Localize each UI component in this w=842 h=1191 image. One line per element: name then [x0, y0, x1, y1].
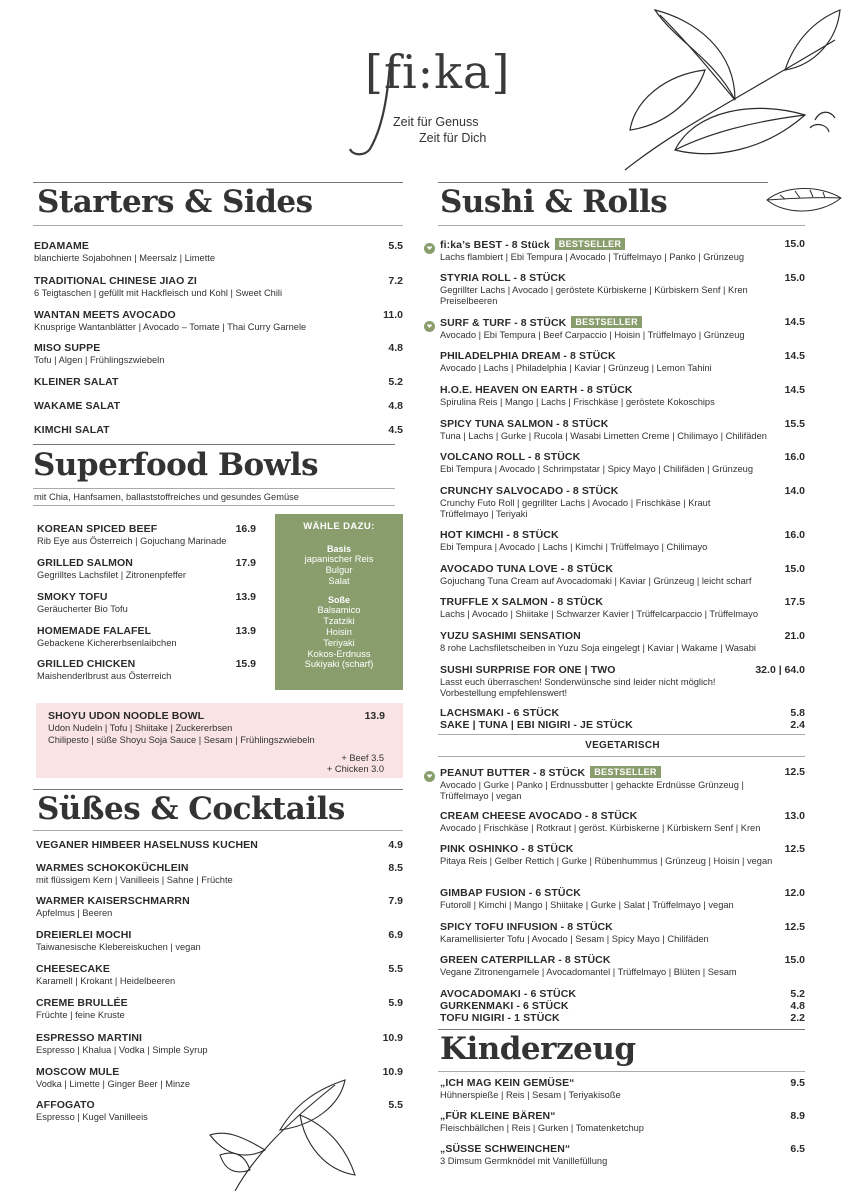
item-description: Ebi Tempura | Avocado | Lachs | Kimchi | Trüffelmayo | Chilimayo: [440, 542, 708, 552]
menu-item-styria-roll: [440, 272, 785, 307]
item-name: VEGANER HIMBEER HASELNUSS KUCHEN: [36, 839, 258, 851]
bowls-title: Superfood Bowls: [33, 447, 319, 483]
item-description: Avocado | Lachs | Philadelphia | Kaviar | Grünzeug | Lemon Tahini: [440, 363, 712, 373]
menu-item-tofu-nigiri: [440, 1012, 560, 1024]
menu-item-nigiri: [440, 719, 633, 731]
item-name: SMOKY TOFU: [37, 591, 108, 603]
item-price: 17.9: [235, 557, 256, 569]
menu-item-grilled-salmon: [37, 557, 186, 581]
item-name: TRADITIONAL CHINESE JIAO ZI: [34, 275, 197, 287]
item-name: SPICY TOFU INFUSION - 8 STÜCK: [440, 921, 613, 933]
menu-item-heaven-on-earth: [440, 384, 715, 408]
menu-item-avocado-tuna-love: [440, 563, 751, 587]
menu-item-hot-kimchi: [440, 529, 707, 553]
menu-item-truffle-salmon: [440, 596, 758, 620]
sauce-option: Teriyaki: [323, 637, 355, 648]
section-divider: [438, 1071, 805, 1072]
item-price: 14.5: [784, 384, 805, 396]
item-name: SUSHI SURPRISE FOR ONE | TWO: [440, 664, 616, 676]
item-name: KIMCHI SALAT: [34, 424, 110, 436]
item-price: 13.0: [784, 810, 805, 822]
item-name: KLEINER SALAT: [34, 376, 119, 388]
item-price: 14.0: [784, 485, 805, 497]
menu-item-grilled-chicken: [37, 658, 171, 682]
item-name: ESPRESSO MARTINI: [36, 1032, 143, 1044]
item-price: 8.9: [790, 1110, 805, 1122]
item-price: 4.8: [388, 400, 403, 412]
item-price: 2.2: [790, 1012, 805, 1024]
menu-item-surf-turf: [440, 316, 780, 341]
item-description: Lasst euch überraschen! Sonderwünsche sind leider nicht möglich! Vorbestellung empfehlenswert!: [440, 677, 716, 698]
menu-item-gimbap-fusion: [440, 887, 734, 911]
section-divider: [33, 505, 395, 506]
item-price: 4.5: [388, 424, 403, 436]
item-name: „SÜSSE SCHWEINCHEN“: [440, 1143, 571, 1155]
item-price: 6.5: [790, 1143, 805, 1155]
menu-item-lachsmaki: [440, 707, 559, 719]
item-description: Avocado | Ebi Tempura | Beef Carpaccio | Hoisin | Trüffelmayo | Grünzeug: [440, 330, 745, 340]
item-name: AVOCADOMAKI - 6 STÜCK: [440, 988, 577, 1000]
item-name: WANTAN MEETS AVOCADO: [34, 309, 176, 321]
item-name: AVOCADO TUNA LOVE - 8 STÜCK: [440, 563, 614, 575]
item-description: Chilipesto | süße Shoyu Soja Sauce | Sesam | Frühlingszwiebeln: [48, 735, 315, 745]
item-name: MISO SUPPE: [34, 342, 101, 354]
item-name: CREAM CHEESE AVOCADO - 8 STÜCK: [440, 810, 638, 822]
item-name: TOFU NIGIRI - 1 STÜCK: [440, 1012, 560, 1024]
section-divider: [438, 182, 768, 183]
item-name: YUZU SASHIMI SENSATION: [440, 630, 581, 642]
item-description: Geräucherter Bio Tofu: [37, 604, 128, 614]
item-description: Espresso | Khalua | Vodka | Simple Syrup: [36, 1045, 208, 1055]
item-name: SPICY TUNA SALMON - 8 STÜCK: [440, 418, 609, 430]
item-price: 6.9: [388, 929, 403, 941]
menu-item-moscow-mule: [36, 1066, 190, 1090]
item-description: Taiwanesische Klebereiskuchen | vegan: [36, 942, 201, 952]
item-description: Ebi Tempura | Avocado | Schrimpstatar | Spicy Mayo | Chilifäden | Grünzeug: [440, 464, 753, 474]
item-name: STYRIA ROLL - 8 STÜCK: [440, 272, 566, 284]
item-description: Vodka | Limette | Ginger Beer | Minze: [36, 1079, 191, 1089]
item-description: Espresso | Kugel Vanilleeis: [36, 1112, 148, 1122]
item-name: WAKAME SALAT: [34, 400, 121, 412]
item-description: Tuna | Lachs | Gurke | Rucola | Wasabi Limetten Creme | Chilimayo | Chilifäden: [440, 431, 767, 441]
item-description: 3 Dimsum Germknödel mit Vanillefüllung: [440, 1156, 608, 1166]
bestseller-badge: BESTSELLER: [555, 238, 626, 250]
vegetarian-label: VEGETARISCH: [585, 740, 660, 751]
section-divider: [33, 225, 403, 226]
item-price: 5.8: [790, 707, 805, 719]
menu-item-suesse-schweinchen: [440, 1143, 607, 1167]
item-name: AFFOGATO: [36, 1099, 95, 1111]
item-price: 16.0: [784, 451, 805, 463]
section-divider: [33, 789, 403, 790]
item-name: LACHSMAKI - 6 STÜCK: [440, 707, 560, 719]
menu-item-udon: [48, 710, 315, 746]
sauce-option: Hoisin: [326, 626, 352, 637]
menu-item-kleiner-salat: [34, 376, 119, 388]
item-description: Fleischbällchen | Reis | Gurken | Tomatenketchup: [440, 1123, 644, 1133]
menu-item-creme-brulee: [36, 997, 128, 1021]
menu-item-miso: [34, 342, 164, 366]
item-price: 4.9: [388, 839, 403, 851]
item-description: Apfelmus | Beeren: [36, 908, 113, 918]
item-name: WARMES SCHOKOKÜCHLEIN: [36, 862, 189, 874]
item-price: 16.0: [784, 529, 805, 541]
item-description: Gegrilltes Lachsfilet | Zitronenpfeffer: [37, 570, 186, 580]
item-name: GRILLED CHICKEN: [37, 658, 136, 670]
item-description: Hühnerspieße | Reis | Sesam | Teriyakisoße: [440, 1090, 621, 1100]
item-price: 12.5: [784, 921, 805, 933]
item-price: 15.0: [784, 272, 805, 284]
menu-item-peanut-butter: [440, 766, 765, 802]
item-name: PINK OSHINKO - 8 STÜCK: [440, 843, 574, 855]
item-description: blanchierte Sojabohnen | Meersalz | Limette: [34, 253, 216, 263]
menu-item-pink-oshinko: [440, 843, 785, 867]
item-name: KOREAN SPICED BEEF: [37, 523, 158, 535]
item-price: 11.0: [383, 309, 403, 321]
item-name: VOLCANO ROLL - 8 STÜCK: [440, 451, 581, 463]
item-name: CREME BRULLÉE: [36, 997, 128, 1009]
menu-item-volcano-roll: [440, 451, 753, 475]
menu-item-schokokuechlein: [36, 862, 233, 886]
menu-item-korean-beef: [37, 523, 226, 547]
item-name: CHEESECAKE: [36, 963, 110, 975]
logo-tagline-2: Zeit für Dich: [419, 131, 487, 145]
item-price: 13.9: [235, 591, 256, 603]
section-divider: [438, 756, 805, 757]
menu-item-philadelphia-dream: [440, 350, 712, 374]
item-description: 8 rohe Lachsfiletscheiben in Yuzu Soja eingelegt | Kaviar | Wakame | Wasabi: [440, 643, 756, 653]
item-price: 5.5: [388, 963, 403, 975]
choose-heading: WÄHLE DAZU:: [303, 521, 375, 532]
sauce-label: Soße: [327, 595, 350, 606]
menu-item-wantan: [34, 309, 306, 333]
bowls-intro: mit Chia, Hanfsamen, ballaststoffreiches und gesundes Gemüse: [34, 492, 299, 502]
menu-item-fikas-best: [440, 238, 780, 263]
menu-item-spicy-tofu: [440, 921, 709, 945]
item-price: 4.8: [790, 1000, 805, 1012]
item-price: 15.0: [784, 563, 805, 575]
item-description: Avocado | Frischkäse | Rotkraut | geröst. Kürbiskerne | Kürbiskern Senf | Kren: [440, 823, 761, 833]
item-price: 2.4: [790, 719, 805, 731]
item-name: SHOYU UDON NOODLE BOWL: [48, 710, 205, 722]
menu-item-sushi-surprise: [440, 664, 750, 699]
sauce-option: Kokos-Erdnuss: [307, 648, 371, 659]
favorite-heart-icon: [424, 243, 435, 254]
leaf-branch-illustration: [615, 0, 842, 200]
item-price: 5.2: [388, 376, 403, 388]
menu-item-gurkenmaki: [440, 1000, 569, 1012]
menu-item-cheesecake: [36, 963, 175, 987]
item-description: Rib Eye aus Österreich | Gojuchang Marinade: [37, 536, 227, 546]
item-description: Früchte | feine Kruste: [36, 1010, 125, 1020]
addon-chicken: + Chicken 3.0: [326, 764, 384, 774]
item-description: Pitaya Reis | Gelber Rettich | Gurke | Rübenhummus | Grünzeug | Hoisin | vegan: [440, 856, 773, 866]
item-name: GREEN CATERPILLAR - 8 STÜCK: [440, 954, 611, 966]
favorite-heart-icon: [424, 771, 435, 782]
menu-item-green-caterpillar: [440, 954, 737, 978]
item-description: Lachs | Avocado | Shiitake | Schwarzer Kavier | Trüffelcarpaccio | Trüffelmayo: [440, 609, 758, 619]
item-price: 8.5: [388, 862, 403, 874]
menu-item-crunchy-salvocado: [440, 485, 760, 520]
item-name: HOT KIMCHI - 8 STÜCK: [440, 529, 559, 541]
item-name: TRUFFLE X SALMON - 8 STÜCK: [440, 596, 604, 608]
item-description: Gegrillter Lachs | Avocado | geröstete Kürbiskerne | Kürbiskern Senf | Kren Preiselbeeren: [440, 285, 748, 306]
addon-beef: + Beef 3.5: [341, 753, 384, 763]
item-price: 16.9: [235, 523, 256, 535]
sweets-title: Süßes & Cocktails: [37, 791, 345, 827]
favorite-heart-icon: [424, 321, 435, 332]
item-price: 32.0 | 64.0: [755, 664, 805, 676]
leaf-branch-illustration-bottom: [205, 1075, 370, 1191]
item-price: 9.5: [790, 1077, 805, 1089]
item-price: 17.5: [784, 596, 805, 608]
menu-item-kimchi-salat: [34, 424, 110, 436]
section-divider: [33, 182, 403, 183]
item-price: 7.9: [388, 895, 403, 907]
item-description: Lachs flambiert | Ebi Tempura | Avocado | Trüffelmayo | Panko | Grünzeug: [440, 252, 745, 262]
item-description: Avocado | Gurke | Panko | Erdnussbutter | gehackte Erdnüsse Grünzeug | Trüffelmayo | vegan: [440, 780, 744, 801]
sauce-option: Balsamico: [317, 605, 361, 616]
item-description: Gojuchang Tuna Cream auf Avocadomaki | Kaviar | Grünzeug | leicht scharf: [440, 576, 752, 586]
item-price: 5.5: [388, 240, 403, 252]
basis-option: japanischer Reis: [304, 554, 374, 564]
menu-item-wakame: [34, 400, 120, 412]
item-name: H.O.E. HEAVEN ON EARTH - 8 STÜCK: [440, 384, 633, 396]
item-price: 15.0: [784, 954, 805, 966]
item-name: „FÜR KLEINE BÄREN“: [440, 1110, 556, 1122]
item-description: Knusprige Wantanblätter | Avocado – Tomate | Thai Curry Garnele: [34, 322, 307, 332]
item-name: fi:ka’s BEST - 8 Stück: [440, 239, 550, 251]
menu-item-cream-cheese-avocado: [440, 810, 760, 834]
item-name: HOMEMADE FALAFEL: [37, 625, 152, 637]
item-price: 13.9: [364, 710, 385, 722]
logo-tagline-1: Zeit für Genuss: [393, 115, 479, 129]
item-price: 10.9: [382, 1032, 403, 1044]
item-price: 10.9: [382, 1066, 403, 1078]
item-price: 15.0: [784, 238, 805, 250]
logo-brand-text: [fi:ka]: [365, 45, 511, 99]
menu-item-kaiserschmarrn: [36, 895, 190, 919]
item-name: EDAMAME: [34, 240, 89, 252]
menu-item-yuzu-sashimi: [440, 630, 756, 654]
item-description: Spirulina Reis | Mango | Lachs | Frischkäse | geröstete Kokoschips: [440, 397, 715, 407]
item-name: SURF & TURF - 8 STÜCK: [440, 317, 567, 329]
item-name: MOSCOW MULE: [36, 1066, 120, 1078]
bestseller-badge: BESTSELLER: [571, 316, 642, 328]
menu-item-falafel: [37, 625, 177, 649]
item-name: GIMBAP FUSION - 6 STÜCK: [440, 887, 581, 899]
sushi-title: Sushi & Rolls: [440, 184, 668, 220]
item-description: Futoroll | Kimchi | Mango | Shiitake | Gurke | Salat | Trüffelmayo | vegan: [440, 900, 734, 910]
menu-item-spicy-tuna-salmon: [440, 418, 767, 442]
bestseller-badge: BESTSELLER: [590, 766, 661, 778]
menu-item-mochi: [36, 929, 201, 953]
menu-item-espresso-martini: [36, 1032, 208, 1056]
item-description: Tofu | Algen | Frühlingszwiebeln: [34, 355, 165, 365]
item-name: „ICH MAG KEIN GEMÜSE“: [440, 1077, 575, 1089]
item-description: Maishenderlbrust aus Österreich: [37, 671, 172, 681]
section-divider: [33, 444, 395, 445]
item-name: WARMER KAISERSCHMARRN: [36, 895, 190, 907]
section-divider: [33, 830, 403, 831]
choose-options-box: [275, 514, 403, 690]
item-description: Udon Nudeln | Tofu | Shiitake | Zuckererbsen: [48, 723, 233, 733]
menu-item-affogato: [36, 1099, 148, 1123]
item-description: Karamell | Krokant | Heidelbeeren: [36, 976, 176, 986]
item-description: Karamellisierter Tofu | Avocado | Sesam | Spicy Mayo | Chilifäden: [440, 934, 709, 944]
item-name: SAKE | TUNA | EBI NIGIRI - JE STÜCK: [440, 719, 633, 731]
section-divider: [438, 734, 805, 735]
item-price: 12.5: [784, 766, 805, 778]
item-price: 5.9: [388, 997, 403, 1009]
item-name: GRILLED SALMON: [37, 557, 133, 569]
item-name: PHILADELPHIA DREAM - 8 STÜCK: [440, 350, 616, 362]
item-name: PEANUT BUTTER - 8 STÜCK: [440, 767, 586, 779]
item-price: 12.0: [784, 887, 805, 899]
sauce-option: Sukiyaki (scharf): [304, 659, 374, 670]
item-description: 6 Teigtaschen | gefüllt mit Hackfleisch und Kohl | Sweet Chili: [34, 288, 283, 298]
section-divider: [438, 225, 805, 226]
menu-item-kleine-baeren: [440, 1110, 644, 1134]
item-name: DREIERLEI MOCHI: [36, 929, 132, 941]
item-price: 14.5: [784, 350, 805, 362]
menu-item-edamame: [34, 240, 215, 264]
menu-item-avocadomaki: [440, 988, 576, 1000]
item-description: Vegane Zitronengarnele | Avocadomantel | Trüffelmayo | Blüten | Sesam: [440, 967, 737, 977]
item-description: mit flüssigem Kern | Vanilleeis | Sahne | Früchte: [36, 875, 233, 885]
item-price: 7.2: [388, 275, 403, 287]
item-price: 4.8: [388, 342, 403, 354]
sauce-option: Tzatziki: [323, 616, 355, 627]
menu-item-jiao-zi: [34, 275, 282, 299]
item-description: Gebackene Kichererbsenlaibchen: [37, 638, 177, 648]
item-price: 15.5: [784, 418, 805, 430]
basis-option: Bulgur: [325, 564, 353, 575]
item-price: 15.9: [235, 658, 256, 670]
item-price: 5.5: [388, 1099, 403, 1111]
leaf-illustration: [765, 180, 842, 235]
item-name: CRUNCHY SALVOCADO - 8 STÜCK: [440, 485, 619, 497]
item-price: 5.2: [790, 988, 805, 1000]
item-price: 13.9: [235, 625, 256, 637]
section-divider: [438, 1029, 805, 1030]
kids-title: Kinderzeug: [440, 1031, 636, 1067]
menu-item-kein-gemuese: [440, 1077, 621, 1101]
item-name: GURKENMAKI - 6 STÜCK: [440, 1000, 569, 1012]
starters-title: Starters & Sides: [37, 184, 313, 220]
section-divider: [33, 488, 395, 489]
basis-label: Basis: [326, 544, 352, 554]
item-price: 12.5: [784, 843, 805, 855]
fika-logo: [340, 45, 520, 160]
menu-item-smoky-tofu: [37, 591, 128, 615]
item-description: Crunchy Futo Roll | gegrillter Lachs | Avocado | Frischkäse | Kraut Trüffelmayo | Teriyaki: [440, 498, 711, 519]
menu-item-himbeer-kuchen: [36, 839, 258, 851]
item-price: 21.0: [784, 630, 805, 642]
item-price: 14.5: [784, 316, 805, 328]
basis-option: Salat: [328, 575, 350, 586]
